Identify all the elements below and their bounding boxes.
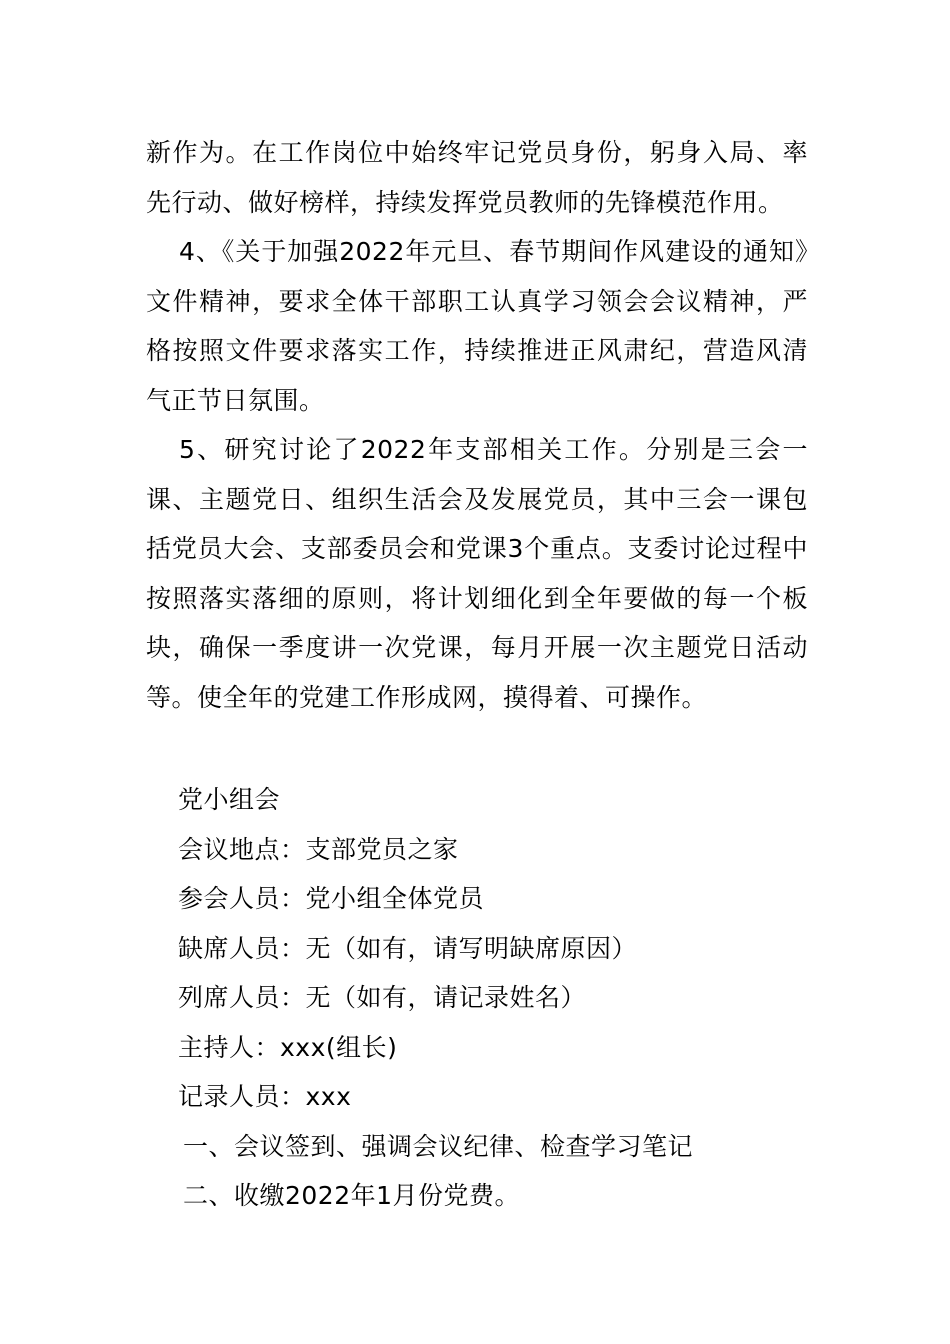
paragraph-continuation: 新作为。在工作岗位中始终牢记党员身份，躬身入局、率先行动、做好榜样，持续发挥党员教师的先锋模范作用。 [146, 138, 808, 217]
meeting-location: 会议地点：支部党员之家 [178, 834, 459, 864]
paragraph-item-5: 5、研究讨论了2022年支部相关工作。分别是三会一课、主题党日、组织生活会及发展党员，其中三会一课包括党员大会、支部委员会和党课3个重点。支委讨论过程中按照落实落细的原则，将计划细化到全年要做的每一个板块，确保一季度讲一次党课，每月开展一次主题党日活动等。使全年的党建工作形成网，摸得着、可操作。 [146, 435, 808, 712]
meeting-observers: 列席人员：无（如有，请记录姓名） [178, 983, 587, 1012]
paragraph-item-4: 4、《关于加强2022年元旦、春节期间作风建设的通知》文件精神，要求全体干部职工认真学习领会会议精神，严格按照文件要求落实工作，持续推进正风肃纪，营造风清气正节日氛围。 [146, 237, 808, 415]
meeting-recorder: 记录人员：xxx [178, 1082, 352, 1111]
meeting-attendees: 参会人员：党小组全体党员 [178, 884, 485, 913]
meeting-host: 主持人：xxx(组长) [178, 1032, 398, 1062]
document-body [146, 128, 808, 722]
meeting-info [178, 775, 798, 1221]
meeting-title: 党小组会 [178, 785, 281, 814]
agenda-item-1: 一、会议签到、强调会议纪律、检查学习笔记 [183, 1131, 694, 1161]
agenda-item-2: 二、收缴2022年1月份党费。 [183, 1181, 521, 1210]
meeting-absent: 缺席人员：无（如有，请写明缺席原因） [178, 933, 638, 963]
